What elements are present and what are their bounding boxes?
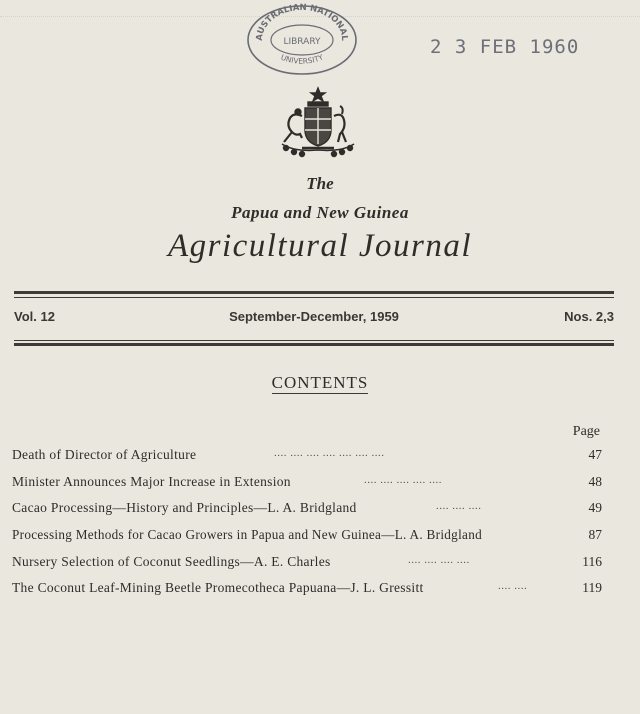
- library-stamp-icon: [244, 0, 360, 76]
- contents-heading-text: CONTENTS: [271, 373, 369, 392]
- toc-entry-title: Processing Methods for Cacao Growers in Papua and New Guinea—L. A. Bridgland: [12, 527, 482, 543]
- toc-entry-leader: .... .... .... ....: [408, 553, 470, 566]
- toc-entry-title: Death of Director of Agriculture: [12, 447, 197, 462]
- toc-entry-leader: .... .... .... .... .... .... ....: [274, 447, 385, 459]
- title-region: Papua and New Guinea: [231, 203, 409, 222]
- page-column-label: Page: [572, 424, 600, 439]
- toc-entry[interactable]: [12, 447, 602, 474]
- volume-number: Vol. 12: [14, 309, 55, 324]
- issue-numbers: Nos. 2,3: [564, 309, 614, 324]
- stamp-ring-bottom: UNIVERSITY: [279, 52, 325, 66]
- toc-entry-title: Cacao Processing—History and Principles—L. A. Bridgland: [12, 500, 357, 516]
- toc-entry-page: 49: [588, 500, 602, 516]
- rule-top-thick: [14, 291, 614, 294]
- commonwealth-coat-of-arms-icon: [272, 86, 364, 158]
- issue-period: September-December, 1959: [229, 309, 399, 324]
- toc-entry-leader: .... .... ....: [436, 500, 482, 513]
- contents-heading: [0, 373, 640, 393]
- toc-entry-page: 87: [588, 527, 602, 543]
- toc-entry-title: Minister Announces Major Increase in Extension: [12, 473, 291, 489]
- toc-entry-leader: .... .... .... .... ....: [364, 473, 442, 486]
- stamp-center-text: LIBRARY: [283, 37, 321, 47]
- toc-entry[interactable]: [12, 474, 602, 501]
- toc-entry-page: 48: [588, 473, 602, 489]
- rule-bottom-thick: [14, 343, 614, 346]
- toc-entry[interactable]: [12, 527, 602, 554]
- toc-entry-title: The Coconut Leaf-Mining Beetle Promecotheca Papuana—J. L. Gressitt: [12, 580, 424, 596]
- table-of-contents: [12, 447, 602, 607]
- title-article: The: [306, 174, 334, 193]
- svg-text:AUSTRALIAN NATIONAL: [255, 3, 349, 42]
- rule-top-thin: [14, 297, 614, 298]
- rule-bottom-thin: [14, 340, 614, 341]
- toc-entry[interactable]: [12, 554, 602, 581]
- toc-entry[interactable]: [12, 580, 602, 607]
- toc-entry-leader: .... ....: [498, 580, 528, 593]
- toc-entry-page: 119: [582, 580, 602, 596]
- stamp-ring-top: AUSTRALIAN NATIONAL: [254, 2, 350, 42]
- received-date-stamp: 2 3 FEB 1960: [430, 36, 580, 58]
- toc-entry-page: 47: [588, 447, 602, 462]
- issue-line: [14, 309, 614, 331]
- toc-entry-title: Nursery Selection of Coconut Seedlings—A. E. Charles: [12, 553, 331, 569]
- toc-entry-page: 116: [582, 553, 602, 569]
- journal-title: Agricultural Journal: [167, 228, 473, 264]
- toc-entry[interactable]: [12, 500, 602, 527]
